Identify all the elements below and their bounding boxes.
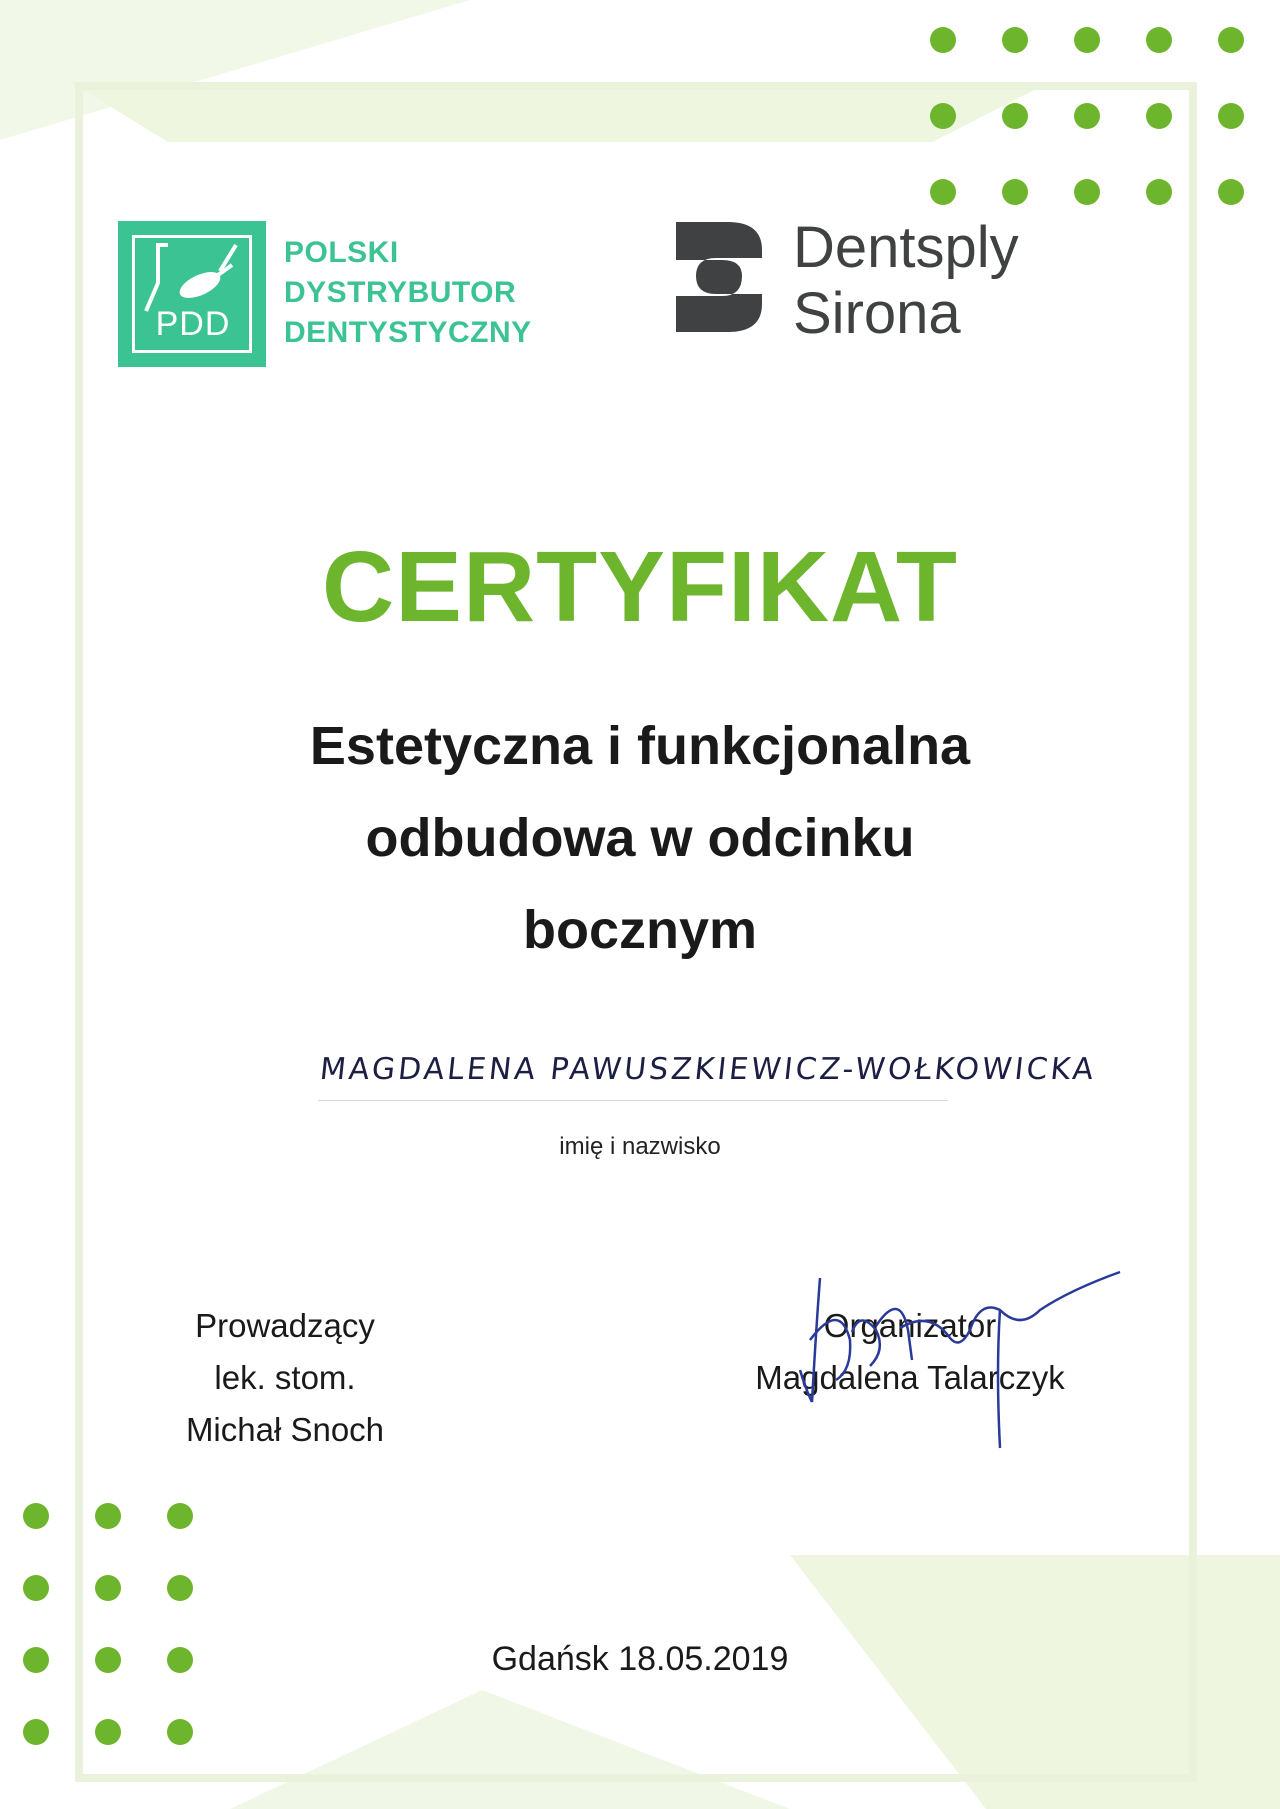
decor-dot <box>1218 103 1244 129</box>
decor-dot <box>23 1503 49 1529</box>
pdd-logo-initials: PDD <box>155 305 231 343</box>
decor-dot <box>1146 27 1172 53</box>
decor-dot <box>1074 179 1100 205</box>
lead-instructor-block <box>165 1300 405 1456</box>
decor-dot <box>167 1503 193 1529</box>
participant-name: MAGDALENA PAWUSZKIEWICZ-WOŁKOWICKA <box>318 1052 1098 1087</box>
pdd-logo-wordmark <box>284 233 532 353</box>
decor-dot <box>95 1719 121 1745</box>
decor-dot <box>930 103 956 129</box>
pdd-word-1: POLSKI <box>284 236 399 269</box>
decor-dot <box>1002 27 1028 53</box>
decor-dot <box>930 27 956 53</box>
course-title-line-1: Estetyczna i funkcjonalna <box>309 716 971 776</box>
decor-dot <box>23 1719 49 1745</box>
certificate-title: CERTYFIKAT <box>322 531 958 643</box>
name-underline <box>318 1100 948 1101</box>
decor-dot <box>167 1719 193 1745</box>
decor-dot <box>23 1575 49 1601</box>
organizer-name: Magdalena Talarczyk <box>755 1359 1065 1396</box>
pdd-word-3: DENTYSTYCZNY <box>284 316 532 349</box>
decor-dot <box>1074 103 1100 129</box>
dentsply-sirona-wordmark <box>793 215 1019 347</box>
course-title <box>0 700 1280 976</box>
organizer-signature <box>790 1270 1130 1450</box>
decor-dot <box>930 179 956 205</box>
decor-dot <box>95 1575 121 1601</box>
course-title-line-3: bocznym <box>522 900 758 960</box>
pdd-logo-mark <box>118 221 266 367</box>
sirona-word: Sirona <box>793 281 961 346</box>
dentsply-word: Dentsply <box>793 215 1019 280</box>
decor-dot <box>1218 179 1244 205</box>
decor-dot <box>1146 103 1172 129</box>
dentsply-sirona-s-icon <box>676 218 766 336</box>
organizer-role: Organizator <box>823 1307 997 1344</box>
lead-role: Prowadzący <box>195 1307 375 1344</box>
name-field-label: imię i nazwisko <box>559 1133 721 1160</box>
pdd-word-2: DYSTRYBUTOR <box>284 276 517 309</box>
decor-dot <box>1146 179 1172 205</box>
lead-name: Michał Snoch <box>185 1411 385 1448</box>
decor-dot <box>1218 27 1244 53</box>
dot-grid-bottom-left <box>23 1503 193 1745</box>
decor-dot <box>167 1575 193 1601</box>
dot-grid-top-right <box>930 27 1244 205</box>
decor-dot <box>1002 179 1028 205</box>
place-and-date: Gdańsk 18.05.2019 <box>491 1640 789 1678</box>
lead-title: lek. stom. <box>214 1359 356 1396</box>
decor-dot <box>1074 27 1100 53</box>
course-title-line-2: odbudowa w odcinku <box>365 808 915 868</box>
decor-dot <box>95 1503 121 1529</box>
decor-dot <box>1002 103 1028 129</box>
